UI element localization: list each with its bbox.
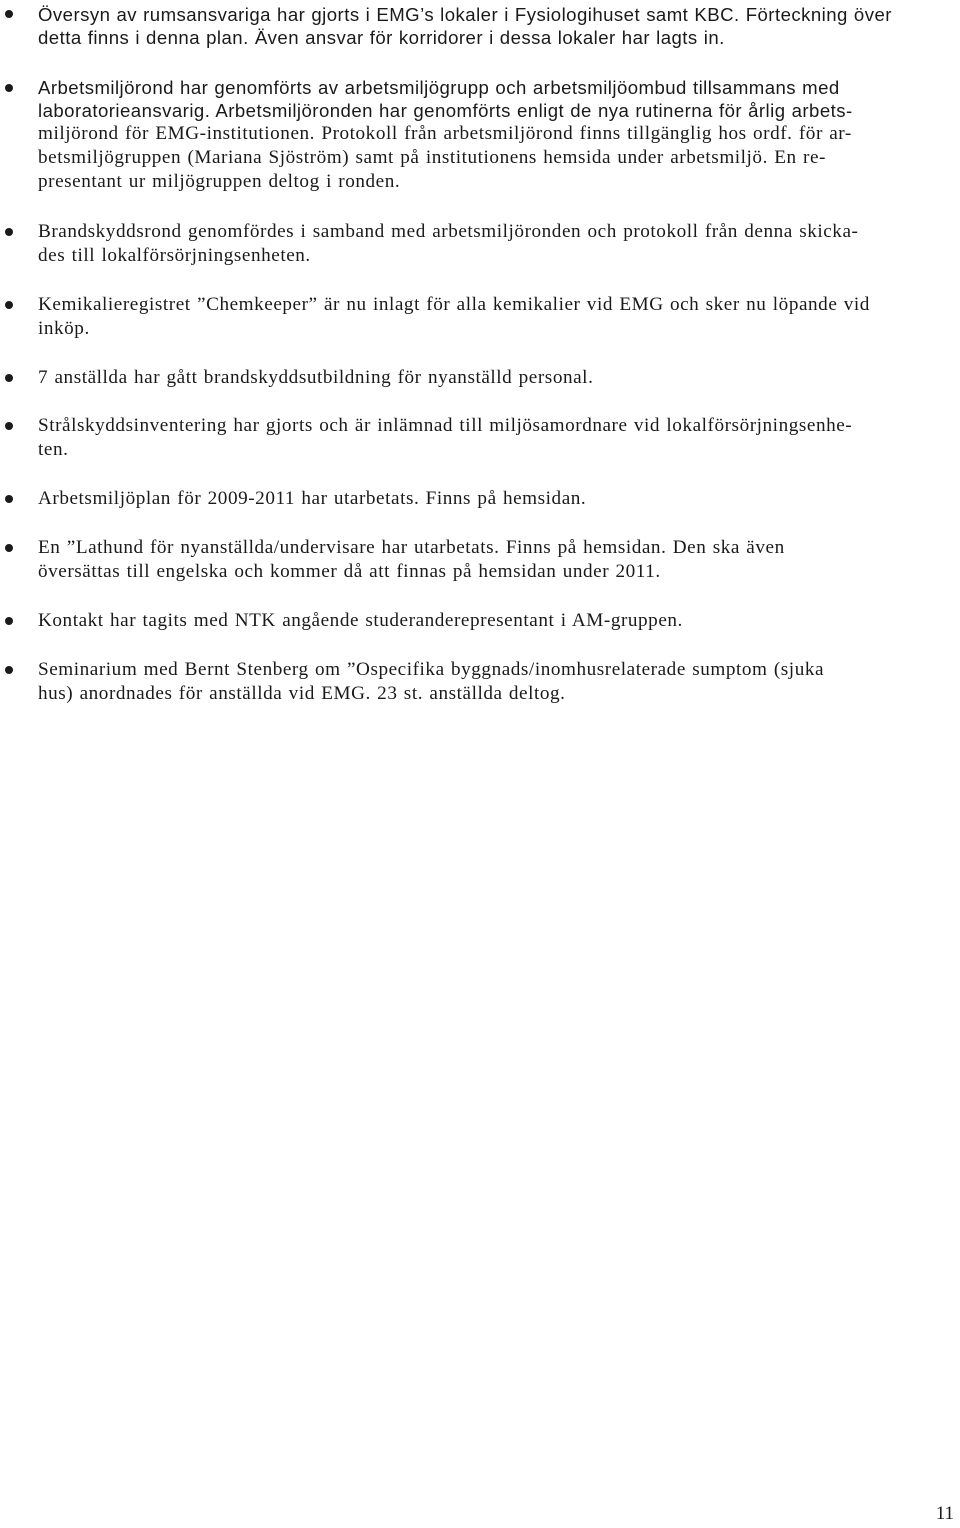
bullet-icon xyxy=(5,422,13,430)
bullet-icon xyxy=(5,301,13,309)
bullet-icon xyxy=(5,10,13,18)
text-line: Arbetsmiljöplan för 2009-2011 har utarbetats. Finns på hemsidan. xyxy=(38,488,587,509)
text-line: miljörond för EMG-institutionen. Protokoll från arbetsmiljörond finns tillgänglig hos ordf. för ar- xyxy=(38,123,852,144)
text-line: Översyn av rumsansvariga har gjorts i EMG’s lokaler i Fysiologihuset samt KBC. Förteckning över xyxy=(38,4,892,25)
text-line: hus) anordnades för anställda vid EMG. 23 st. anställda deltog. xyxy=(38,683,566,704)
bullet-icon xyxy=(5,228,13,236)
text-line: detta finns i denna plan. Även ansvar för korridorer i dessa lokaler har lagts in. xyxy=(38,27,725,48)
text-line: Kemikalieregistret ”Chemkeeper” är nu inlagt för alla kemikalier vid EMG och sker nu löpande vid xyxy=(38,294,870,315)
text-line: laboratorieansvarig. Arbetsmiljöronden har genomförts enligt de nya rutinerna för årlig arbets- xyxy=(38,100,853,121)
text-line: Seminarium med Bernt Stenberg om ”Ospecifika byggnads/inomhusrelaterade sumptom (sjuka xyxy=(38,659,825,680)
page-number: 11 xyxy=(935,1503,954,1524)
text-line: ten. xyxy=(38,439,69,460)
bullet-icon xyxy=(5,84,13,92)
bullet-icon xyxy=(5,666,13,674)
text-line: Kontakt har tagits med NTK angående studeranderepresentant i AM-gruppen. xyxy=(38,610,683,631)
bullet-icon xyxy=(5,617,13,625)
text-line: Arbetsmiljörond har genomförts av arbetsmiljögrupp och arbetsmiljöombud tillsammans med xyxy=(38,77,840,98)
text-line: 7 anställda har gått brandskyddsutbildning för nyanställd personal. xyxy=(38,367,594,388)
bullet-icon xyxy=(5,544,13,552)
text-line: Brandskyddsrond genomfördes i samband med arbetsmiljöronden och protokoll från denna skicka- xyxy=(38,221,859,242)
text-line: betsmiljögruppen (Mariana Sjöström) samt på institutionens hemsida under arbetsmiljö. En re- xyxy=(38,147,826,168)
text-line: presentant ur miljögruppen deltog i ronden. xyxy=(38,171,401,192)
bullet-icon xyxy=(5,495,13,503)
text-line: En ”Lathund för nyanställda/undervisare har utarbetats. Finns på hemsidan. Den ska även xyxy=(38,537,785,558)
text-line: inköp. xyxy=(38,318,90,339)
text-line: översättas till engelska och kommer då att finnas på hemsidan under 2011. xyxy=(38,561,661,582)
text-line: des till lokalförsörjningsenheten. xyxy=(38,245,311,266)
text-line: Strålskyddsinventering har gjorts och är inlämnad till miljösamordnare vid lokalförsörjningsenhe- xyxy=(38,415,853,436)
bullet-icon xyxy=(5,374,13,382)
